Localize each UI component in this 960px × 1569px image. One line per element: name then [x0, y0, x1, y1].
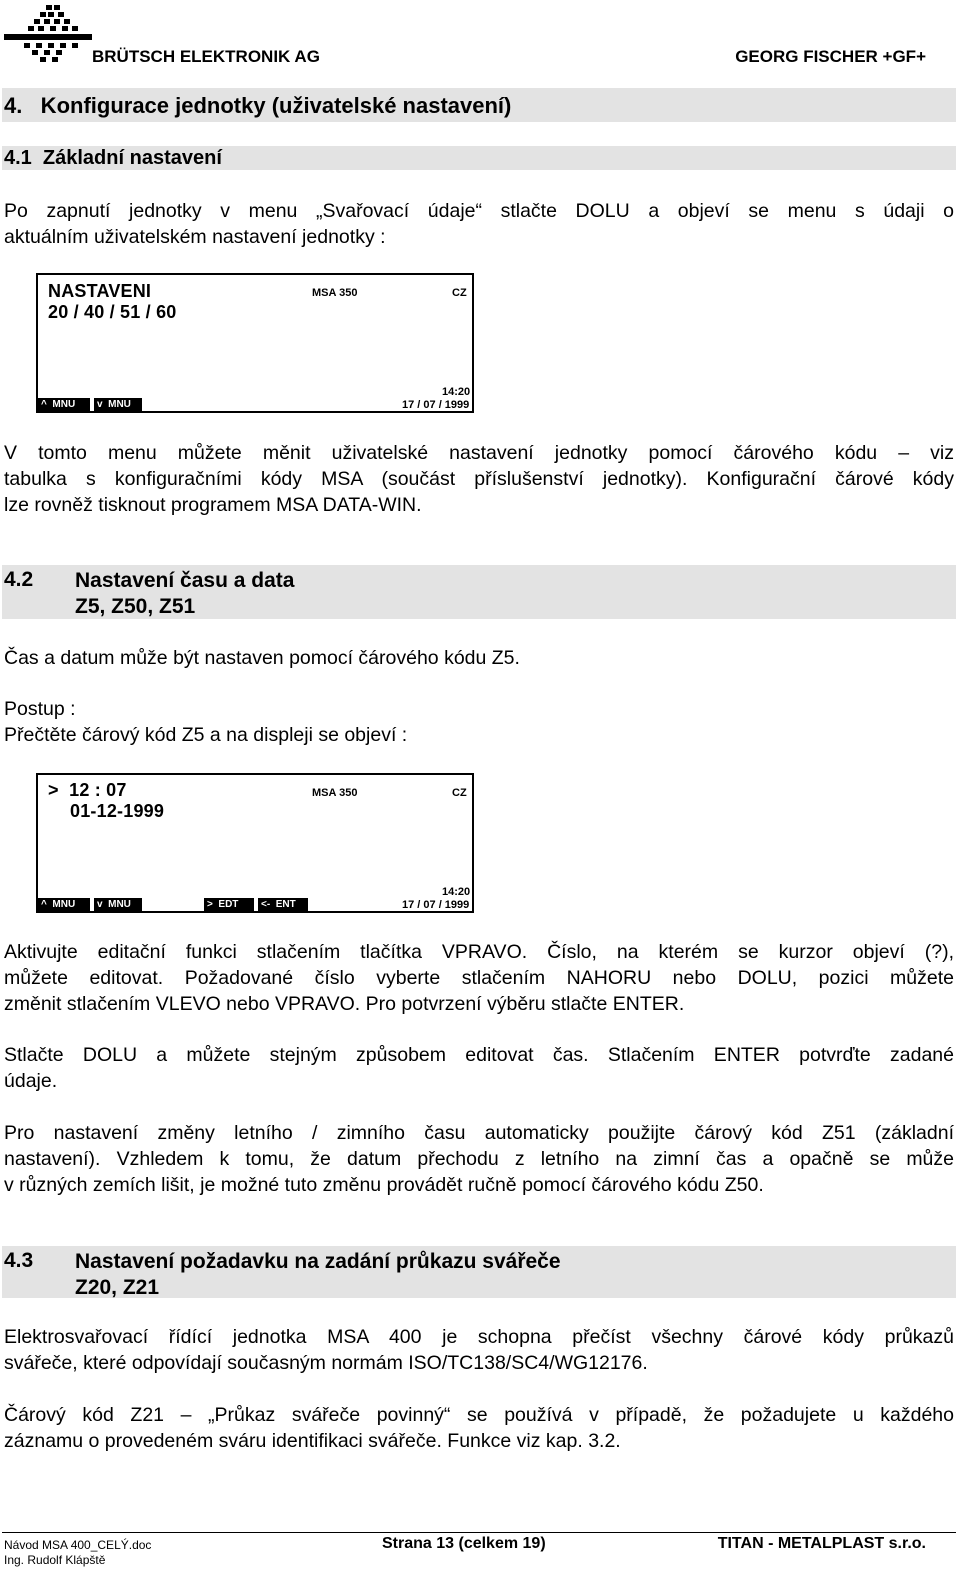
paragraph — [4, 1120, 954, 1198]
text-line: záznamu o provedeném sváru identifikaci svářeče. Funkce viz kap. 3.2. — [4, 1430, 621, 1452]
lcd-language: CZ — [452, 787, 467, 799]
company-logo — [4, 3, 92, 63]
lcd-softkey: ^ MNU — [38, 398, 90, 411]
chapter-title: 4. Konfigurace jednotky (uživatelské nastavení) — [4, 93, 512, 118]
text-line: V tomto menu můžete měnit uživatelské nastavení jednotky pomocí čárového kódu – viz — [4, 442, 954, 464]
lcd-softkey: <- ENT — [258, 898, 308, 911]
section-codes: Z5, Z50, Z51 — [75, 595, 196, 618]
header-company-left: BRÜTSCH ELEKTRONIK AG — [92, 47, 320, 66]
text-line: Čas a datum může být nastaven pomocí čárového kódu Z5. — [4, 647, 520, 669]
paragraph — [4, 1324, 954, 1376]
text-line: svářeče, které odpovídají současným normám ISO/TC138/SC4/WG12176. — [4, 1352, 648, 1374]
lcd-line-2: 20 / 40 / 51 / 60 — [48, 302, 177, 322]
text-line: můžete editovat. Požadované číslo vyberte stlačením NAHORU nebo DOLU, pozici můžete — [4, 967, 954, 989]
paragraph — [4, 939, 954, 1017]
text-line: Stlačte DOLU a můžete stejným způsobem editovat čas. Stlačením ENTER potvrďte zadané — [4, 1044, 954, 1066]
text-line: Po zapnutí jednotky v menu „Svařovací údaje“ stlačte DOLU a objeví se menu s údaji o — [4, 200, 954, 222]
lcd-time: 14:20 — [442, 386, 471, 398]
section-title-line: Nastavení požadavku na zadání průkazu svářeče — [75, 1250, 561, 1273]
paragraph — [4, 645, 954, 671]
text-line: Aktivujte editační funkci stlačením tlačítka VPRAVO. Číslo, na kterém se kurzor objeví (?), — [4, 941, 954, 963]
text-line: nastavení). Vzhledem k tomu, že datum přechodu z letního na zimní čas a opačně se může — [4, 1148, 954, 1170]
section-heading-4-3 — [2, 1246, 956, 1298]
footer-divider — [2, 1532, 956, 1533]
text-line: v různých zemích lišit, je možné tuto změnu provádět ručně pomocí čárového kódu Z50. — [4, 1174, 764, 1196]
lcd-time: 14:20 — [442, 886, 471, 898]
lcd-softkey: v MNU — [94, 898, 142, 911]
lcd-model: MSA 350 — [312, 787, 358, 799]
header-company-right: GEORG FISCHER +GF+ — [735, 47, 926, 66]
footer-document-name: Návod MSA 400_CELÝ.doc — [4, 1538, 152, 1552]
paragraph — [4, 198, 954, 250]
lcd-date: 17 / 07 / 1999 — [402, 399, 470, 411]
paragraph — [4, 1402, 954, 1454]
section-heading-4-1 — [2, 146, 956, 170]
section-title: 4.1 Základní nastavení — [4, 147, 222, 169]
lcd-date: 17 / 07 / 1999 — [402, 899, 470, 911]
lcd-line-1: > 12 : 07 — [48, 780, 127, 800]
lcd-softkey: v MNU — [94, 398, 142, 411]
lcd-line-1: NASTAVENI — [48, 281, 152, 301]
paragraph — [4, 696, 954, 748]
text-line: Postup : — [4, 698, 76, 720]
text-line: aktuálním uživatelském nastavení jednotky : — [4, 226, 386, 248]
lcd-softkey: ^ MNU — [38, 898, 90, 911]
section-codes: Z20, Z21 — [75, 1276, 160, 1299]
section-title — [75, 1249, 561, 1301]
text-line: lze rovněž tisknout programem MSA DATA-WIN. — [4, 494, 422, 516]
footer-page-number: Strana 13 (celkem 19) — [382, 1535, 546, 1552]
paragraph — [4, 440, 954, 518]
text-line: Čárový kód Z21 – „Průkaz svářeče povinný“ se používá v případě, že požadujete u každého — [4, 1404, 954, 1426]
section-title — [75, 568, 294, 620]
lcd-display-datetime — [36, 773, 474, 913]
section-heading-4-2 — [2, 565, 956, 619]
paragraph — [4, 1042, 954, 1094]
lcd-model: MSA 350 — [312, 287, 358, 299]
lcd-line-2: 01-12-1999 — [70, 801, 165, 821]
footer-company: TITAN - METALPLAST s.r.o. — [717, 1535, 926, 1552]
text-line: tabulka s konfiguračními kódy MSA (součást příslušenství jednotky). Konfigurační čárové kódy — [4, 468, 954, 490]
text-line: Elektrosvařovací řídící jednotka MSA 400 je schopna přečíst všechny čárové kódy průkazů — [4, 1326, 954, 1348]
lcd-softkey: > EDT — [204, 898, 254, 911]
lcd-display-settings — [36, 273, 474, 413]
text-line: Pro nastavení změny letního / zimního času automaticky použijte čárový kód Z51 (základní — [4, 1122, 954, 1144]
lcd-language: CZ — [452, 287, 467, 299]
section-title-line: Nastavení času a data — [75, 569, 295, 592]
chapter-heading — [2, 88, 956, 122]
text-line: Přečtěte čárový kód Z5 a na displeji se objeví : — [4, 724, 408, 746]
section-number: 4.3 — [4, 1249, 34, 1272]
footer-author: Ing. Rudolf Klápště — [4, 1553, 106, 1567]
text-line: údaje. — [4, 1070, 58, 1092]
text-line: změnit stlačením VLEVO nebo VPRAVO. Pro potvrzení výběru stlačte ENTER. — [4, 993, 685, 1015]
section-number: 4.2 — [4, 568, 34, 591]
